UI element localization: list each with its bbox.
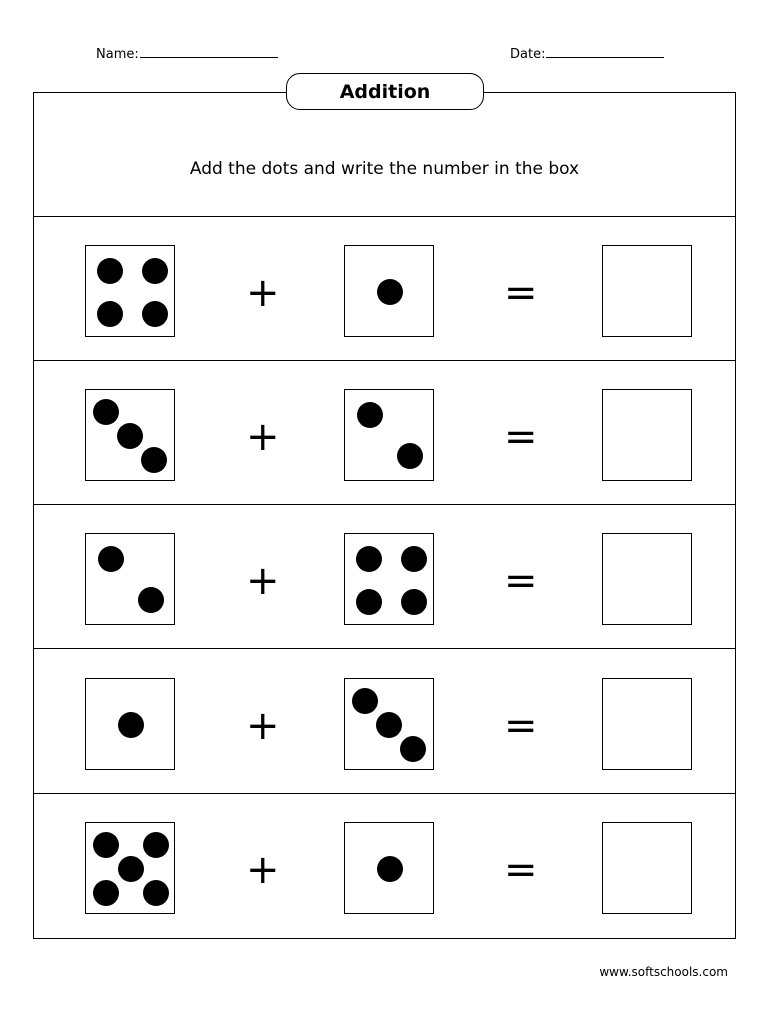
die-pip xyxy=(118,712,144,738)
answer-box[interactable] xyxy=(602,822,692,914)
die-pip xyxy=(377,856,403,882)
die-first xyxy=(85,389,175,481)
answer-box[interactable] xyxy=(602,533,692,625)
die-second xyxy=(344,533,434,625)
plus-sign: + xyxy=(246,703,280,749)
problem-row xyxy=(34,505,735,649)
instruction-text: Add the dots and write the number in the box xyxy=(189,159,580,179)
die-first xyxy=(85,822,175,914)
die-pip xyxy=(141,447,167,473)
die-first xyxy=(85,533,175,625)
equals-sign: = xyxy=(504,414,538,460)
problem-row xyxy=(34,650,735,794)
die-pip xyxy=(356,589,382,615)
worksheet-title: Addition xyxy=(286,73,484,110)
die-second xyxy=(344,678,434,770)
problem-row xyxy=(34,217,735,361)
die-second xyxy=(344,245,434,337)
equals-sign: = xyxy=(504,847,538,893)
die-pip xyxy=(142,258,168,284)
die-pip xyxy=(118,856,144,882)
plus-sign: + xyxy=(246,414,280,460)
die-pip xyxy=(97,258,123,284)
footer-website: www.softschools.com xyxy=(599,965,728,979)
die-first xyxy=(85,678,175,770)
plus-sign: + xyxy=(246,270,280,316)
die-pip xyxy=(352,688,378,714)
date-label: Date: xyxy=(510,47,546,62)
answer-box[interactable] xyxy=(602,245,692,337)
die-pip xyxy=(377,279,403,305)
plus-sign: + xyxy=(246,558,280,604)
worksheet-frame xyxy=(33,92,736,939)
die-pip xyxy=(97,301,123,327)
die-pip xyxy=(93,399,119,425)
die-pip xyxy=(98,546,124,572)
die-pip xyxy=(93,880,119,906)
equals-sign: = xyxy=(504,558,538,604)
die-pip xyxy=(357,402,383,428)
die-pip xyxy=(401,589,427,615)
equals-sign: = xyxy=(504,703,538,749)
die-second xyxy=(344,822,434,914)
name-label: Name: xyxy=(96,47,139,62)
die-pip xyxy=(143,880,169,906)
plus-sign: + xyxy=(246,847,280,893)
die-pip xyxy=(138,587,164,613)
problem-row xyxy=(34,361,735,505)
answer-box[interactable] xyxy=(602,389,692,481)
instruction-band xyxy=(34,93,735,217)
answer-box[interactable] xyxy=(602,678,692,770)
die-pip xyxy=(397,443,423,469)
die-pip xyxy=(143,832,169,858)
name-field[interactable] xyxy=(96,47,278,62)
die-pip xyxy=(117,423,143,449)
problem-row xyxy=(34,794,735,938)
die-pip xyxy=(376,712,402,738)
date-field[interactable] xyxy=(510,47,664,62)
name-line[interactable] xyxy=(140,56,278,58)
die-pip xyxy=(142,301,168,327)
date-line[interactable] xyxy=(546,56,664,58)
equals-sign: = xyxy=(504,270,538,316)
die-first xyxy=(85,245,175,337)
die-pip xyxy=(400,736,426,762)
die-pip xyxy=(93,832,119,858)
die-second xyxy=(344,389,434,481)
die-pip xyxy=(356,546,382,572)
die-pip xyxy=(401,546,427,572)
